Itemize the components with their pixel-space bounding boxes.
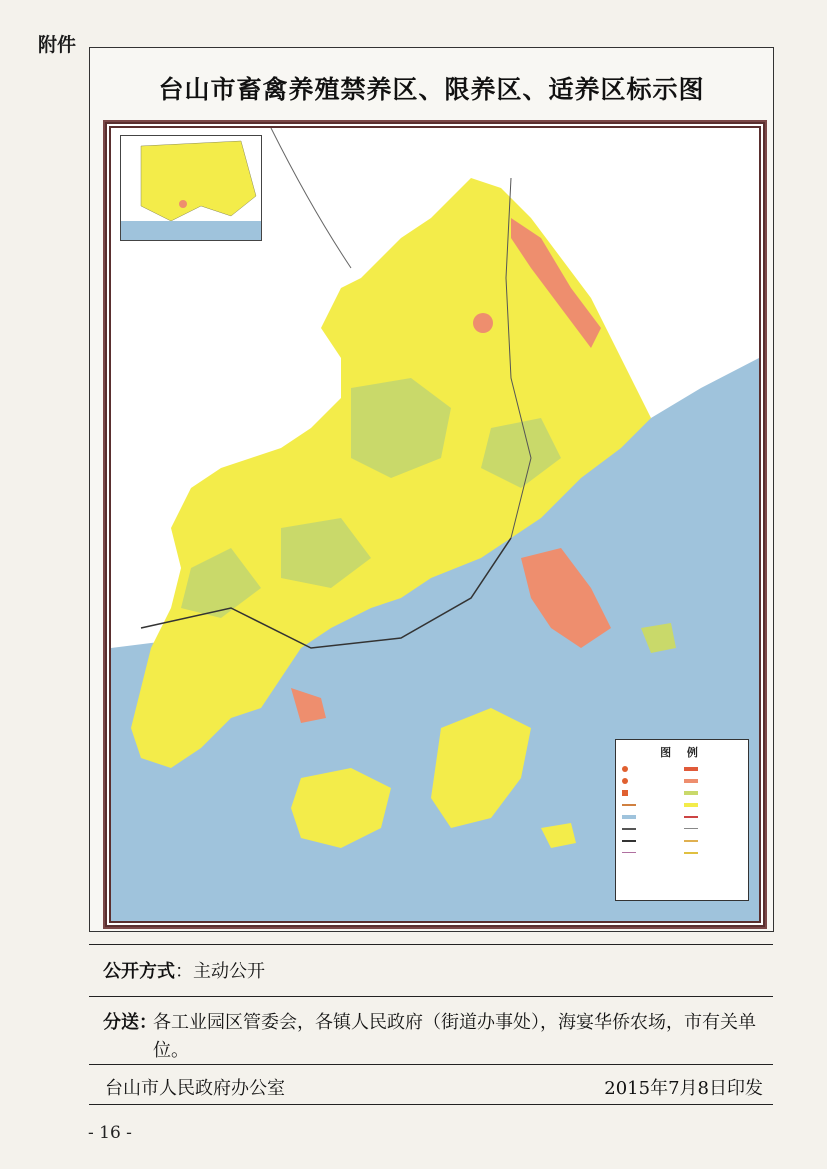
legend-item — [622, 800, 680, 809]
legend-item — [622, 776, 680, 785]
issue-date: 2015年7月8日印发 — [604, 1078, 763, 1099]
divider-lower — [89, 1064, 773, 1065]
legend-item — [684, 800, 742, 809]
publication-method-value: 主动公开 — [193, 961, 265, 982]
map-legend — [615, 739, 749, 901]
divider-middle — [89, 996, 773, 997]
legend-item — [622, 788, 680, 797]
distribution-text: 各工业园区管委会，各镇人民政府（街道办事处），海宴华侨农场，市有关单位。 — [153, 1012, 756, 1061]
distribution-label: 分送： — [103, 1012, 157, 1033]
legend-item — [684, 824, 742, 833]
legend-item — [684, 776, 742, 785]
legend-item — [684, 812, 742, 821]
legend-item — [622, 824, 680, 833]
publication-method-label: 公开方式 — [103, 961, 175, 982]
map-frame — [89, 47, 774, 932]
legend-item — [622, 812, 680, 821]
legend-item — [684, 848, 742, 857]
legend-item — [622, 848, 680, 857]
publication-method — [103, 957, 265, 983]
attachment-label: 附件 — [38, 34, 77, 56]
legend-item — [684, 788, 742, 797]
legend-grid — [616, 760, 748, 861]
legend-title: 图 例 — [660, 746, 704, 759]
legend-item — [622, 764, 680, 773]
legend-item — [684, 836, 742, 845]
divider-top — [89, 944, 773, 945]
location-inset-map — [120, 135, 262, 241]
map-title: 台山市畜禽养殖禁养区、限养区、适养区标示图 — [158, 75, 705, 104]
legend-item — [622, 836, 680, 845]
issuing-office: 台山市人民政府办公室 — [105, 1078, 285, 1099]
inset-map-image — [121, 136, 261, 240]
map-area — [105, 122, 765, 927]
page-number: - 16 - — [88, 1123, 132, 1143]
divider-bottom — [89, 1104, 773, 1105]
legend-item — [684, 764, 742, 773]
publication-separator: ： — [175, 961, 193, 982]
